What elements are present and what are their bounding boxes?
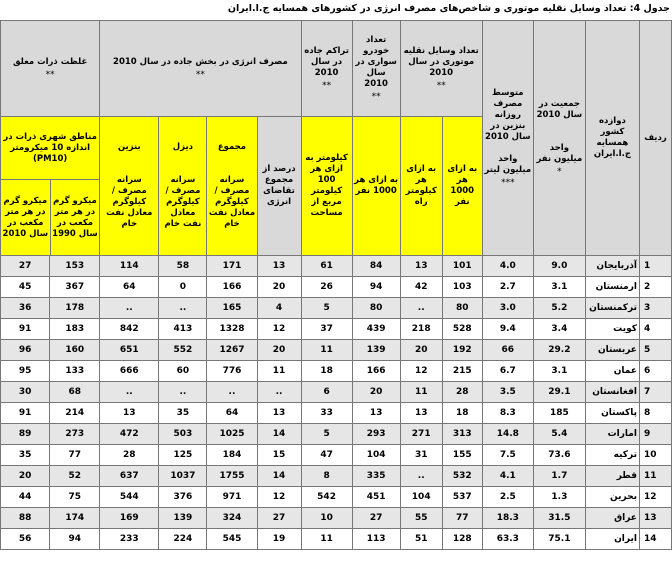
population-value: 75.1 (533, 529, 585, 550)
pm-1990-value: 68 (50, 382, 100, 403)
veh-per-km-value: .. (400, 466, 442, 487)
veh-per-1000-value: 537 (442, 487, 482, 508)
fuel-unit: واحد میلیون لیتر (484, 153, 532, 175)
header-pm-1990: میکرو گرم در هر متر مکعب در سال 1990 (50, 180, 100, 255)
veh-per-km-value: 218 (400, 319, 442, 340)
header-energy-petrol (100, 117, 159, 256)
energy-petrol-value: 169 (100, 508, 159, 529)
energy-diesel-value: 503 (159, 424, 207, 445)
population-note: * (557, 166, 562, 177)
population-value: 73.6 (533, 445, 585, 466)
country-name: عربستان (585, 340, 639, 361)
fuel-value: 9.4 (482, 319, 533, 340)
data-table (0, 20, 672, 550)
road-density-value: 61 (301, 256, 352, 277)
pm-2010-value: 91 (1, 403, 50, 424)
header-country: دوازده کشور همسایه ج.ا.ایران (585, 21, 639, 256)
road-note: ** (322, 80, 332, 91)
country-name: قطر (585, 466, 639, 487)
country-name: ترکمنستان (585, 298, 639, 319)
row-number: 3 (639, 298, 671, 319)
energy-total-value: 1755 (207, 466, 257, 487)
row-number: 14 (639, 529, 671, 550)
energy-petrol-label: بنزین (117, 142, 141, 152)
row-number: 13 (639, 508, 671, 529)
energy-diesel-value: .. (159, 298, 207, 319)
cars-per-1000-value: 113 (352, 529, 400, 550)
pm-2010-value: 89 (1, 424, 50, 445)
energy-total-value: 171 (207, 256, 257, 277)
population-value: 31.5 (533, 508, 585, 529)
veh-per-km-value: 42 (400, 277, 442, 298)
veh-per-km-value: 20 (400, 340, 442, 361)
energy-petrol-value: 666 (100, 361, 159, 382)
table-row (1, 277, 672, 298)
energy-diesel-value: 60 (159, 361, 207, 382)
energy-total-value: 166 (207, 277, 257, 298)
energy-petrol-value: 651 (100, 340, 159, 361)
header-pm-sub (1, 117, 100, 256)
fuel-note: *** (501, 177, 515, 188)
pm-2010-value: 35 (1, 445, 50, 466)
pm-1990-value: 273 (50, 424, 100, 445)
row-number: 7 (639, 382, 671, 403)
energy-diesel-value: 224 (159, 529, 207, 550)
header-veh-per-km: به ازای هر کیلومتر راه (400, 117, 442, 256)
row-number: 9 (639, 424, 671, 445)
fuel-value: 7.5 (482, 445, 533, 466)
population-label: جمعیت در سال 2010 (536, 98, 583, 120)
country-name: عمان (585, 361, 639, 382)
energy-petrol-value: 28 (100, 445, 159, 466)
table-caption: جدول 4: تعداد وسایل نقلیه موتوری و شاخص‌های مصرف انرژی در کشورهای همسایه ج.ا.ایران (227, 3, 670, 14)
table-row (1, 424, 672, 445)
pm-2010-value: 36 (1, 298, 50, 319)
population-value: 3.4 (533, 319, 585, 340)
population-value: 185 (533, 403, 585, 424)
header-vehicles (400, 21, 482, 117)
veh-per-1000-value: 528 (442, 319, 482, 340)
energy-petrol-unit: سرانه مصرف / کیلوگرم معادل نفت خام (106, 175, 153, 229)
pm-2010-value: 27 (1, 256, 50, 277)
pm-1990-value: 133 (50, 361, 100, 382)
energy-diesel-value: 125 (159, 445, 207, 466)
road-density-value: 18 (301, 361, 352, 382)
cars-per-1000-value: 84 (352, 256, 400, 277)
country-name: آذربایجان (585, 256, 639, 277)
energy-pct-value: .. (257, 382, 301, 403)
cars-per-1000-value: 13 (352, 403, 400, 424)
population-unit: واحد میلیون نفر (536, 142, 583, 164)
pm-1990-value: 174 (50, 508, 100, 529)
table-row (1, 340, 672, 361)
fuel-value: 3.5 (482, 382, 533, 403)
energy-petrol-value: .. (100, 382, 159, 403)
pm-2010-value: 96 (1, 340, 50, 361)
cars-per-1000-value: 139 (352, 340, 400, 361)
fuel-value: 8.3 (482, 403, 533, 424)
road-density-value: 10 (301, 508, 352, 529)
population-value: 3.1 (533, 277, 585, 298)
row-number: 4 (639, 319, 671, 340)
road-density-value: 8 (301, 466, 352, 487)
energy-diesel-value: 0 (159, 277, 207, 298)
energy-pct-value: 11 (257, 361, 301, 382)
energy-petrol-value: 64 (100, 277, 159, 298)
table-row (1, 529, 672, 550)
energy-diesel-value: 35 (159, 403, 207, 424)
veh-per-km-value: .. (400, 298, 442, 319)
energy-petrol-value: 114 (100, 256, 159, 277)
cars-per-1000-value: 166 (352, 361, 400, 382)
cars-note: ** (371, 91, 381, 102)
pm-note: ** (45, 69, 55, 80)
energy-total-value: 545 (207, 529, 257, 550)
pm-2010-value: 44 (1, 487, 50, 508)
veh-per-km-value: 31 (400, 445, 442, 466)
veh-per-km-value: 51 (400, 529, 442, 550)
veh-per-km-value: 13 (400, 256, 442, 277)
energy-pct-value: 15 (257, 445, 301, 466)
header-pm-2010: میکرو گرم در هر متر مکعب در سال 2010 (1, 180, 50, 255)
cars-per-1000-value: 27 (352, 508, 400, 529)
row-number: 11 (639, 466, 671, 487)
energy-diesel-value: 552 (159, 340, 207, 361)
veh-per-1000-value: 215 (442, 361, 482, 382)
country-name: بحرین (585, 487, 639, 508)
table-row (1, 298, 672, 319)
country-name: پاکستان (585, 403, 639, 424)
energy-total-label: مجموع (217, 142, 247, 152)
pm-1990-value: 153 (50, 256, 100, 277)
country-name: امارات (585, 424, 639, 445)
pm-2010-value: 91 (1, 319, 50, 340)
energy-petrol-value: 233 (100, 529, 159, 550)
pm-1990-value: 77 (50, 445, 100, 466)
road-density-value: 5 (301, 424, 352, 445)
population-value: 3.1 (533, 361, 585, 382)
energy-pct-value: 14 (257, 424, 301, 445)
table-row (1, 487, 672, 508)
row-number: 6 (639, 361, 671, 382)
veh-per-1000-value: 128 (442, 529, 482, 550)
energy-total-value: 165 (207, 298, 257, 319)
veh-per-1000-value: 77 (442, 508, 482, 529)
energy-pct-value: 20 (257, 277, 301, 298)
pm-sub-label: مناطق شهری ذرات در اندازه 10 میکرومتر (PM10) (1, 117, 99, 180)
population-value: 5.2 (533, 298, 585, 319)
fuel-value: 2.7 (482, 277, 533, 298)
energy-pct-value: 4 (257, 298, 301, 319)
energy-pct-value: 12 (257, 319, 301, 340)
table-row (1, 445, 672, 466)
veh-per-1000-value: 155 (442, 445, 482, 466)
population-value: 1.3 (533, 487, 585, 508)
pm-1990-value: 178 (50, 298, 100, 319)
energy-pct-value: 14 (257, 466, 301, 487)
energy-note: ** (195, 69, 205, 80)
pm-1990-value: 160 (50, 340, 100, 361)
energy-diesel-value: 413 (159, 319, 207, 340)
header-road-sub: کیلومتر به ازای هر 100 کیلومتر مربع از مساحت (301, 117, 352, 256)
road-density-value: 26 (301, 277, 352, 298)
country-name: افغانستان (585, 382, 639, 403)
table-row (1, 361, 672, 382)
energy-total-value: 324 (207, 508, 257, 529)
table-row (1, 508, 672, 529)
row-number: 5 (639, 340, 671, 361)
fuel-value: 14.8 (482, 424, 533, 445)
population-value: 1.7 (533, 466, 585, 487)
veh-per-km-value: 12 (400, 361, 442, 382)
header-fuel (482, 21, 533, 256)
cars-per-1000-value: 80 (352, 298, 400, 319)
energy-total-value: 64 (207, 403, 257, 424)
energy-petrol-value: 13 (100, 403, 159, 424)
population-value: 5.4 (533, 424, 585, 445)
pm-1990-value: 52 (50, 466, 100, 487)
road-density-value: 33 (301, 403, 352, 424)
fuel-value: 18.3 (482, 508, 533, 529)
energy-diesel-label: دیزل (172, 142, 194, 152)
row-number: 2 (639, 277, 671, 298)
veh-per-1000-value: 80 (442, 298, 482, 319)
fuel-value: 3.0 (482, 298, 533, 319)
energy-diesel-value: .. (159, 382, 207, 403)
cars-per-1000-value: 335 (352, 466, 400, 487)
road-density-value: 11 (301, 340, 352, 361)
veh-per-1000-value: 532 (442, 466, 482, 487)
energy-label: مصرف انرژی در بخش جاده در سال 2010 (113, 56, 288, 67)
vehicles-label: تعداد وسایل نقلیه موتوری در سال 2010 (403, 45, 479, 78)
cars-per-1000-value: 451 (352, 487, 400, 508)
pm-2010-value: 30 (1, 382, 50, 403)
road-density-value: 37 (301, 319, 352, 340)
energy-petrol-value: .. (100, 298, 159, 319)
header-veh-per-1000: به ازای هر 1000 نفر (442, 117, 482, 256)
header-pm (1, 21, 100, 117)
energy-petrol-value: 637 (100, 466, 159, 487)
road-density-value: 5 (301, 298, 352, 319)
cars-per-1000-value: 439 (352, 319, 400, 340)
pm-label: غلظت ذرات معلق (12, 56, 88, 67)
energy-diesel-value: 58 (159, 256, 207, 277)
veh-per-1000-value: 18 (442, 403, 482, 424)
header-energy-diesel (159, 117, 207, 256)
population-value: 29.1 (533, 382, 585, 403)
energy-petrol-value: 842 (100, 319, 159, 340)
fuel-value: 66 (482, 340, 533, 361)
country-name: ترکیه (585, 445, 639, 466)
pm-2010-value: 88 (1, 508, 50, 529)
pm-2010-value: 56 (1, 529, 50, 550)
population-value: 9.0 (533, 256, 585, 277)
header-road (301, 21, 352, 117)
veh-per-1000-value: 192 (442, 340, 482, 361)
header-energy-pct: درصد از مجموع تقاضای انرژی (257, 117, 301, 256)
pm-2010-value: 20 (1, 466, 50, 487)
cars-label: تعداد خودرو سواری در سال 2010 (355, 34, 397, 89)
energy-total-unit: سرانه مصرف / کیلوگرم معادل نفت خام (208, 175, 256, 229)
pm-1990-value: 214 (50, 403, 100, 424)
pm-2010-value: 45 (1, 277, 50, 298)
cars-per-1000-value: 104 (352, 445, 400, 466)
cars-per-1000-value: 20 (352, 382, 400, 403)
road-density-value: 47 (301, 445, 352, 466)
energy-total-value: 1267 (207, 340, 257, 361)
header-cars (352, 21, 400, 117)
pm-2010-value: 95 (1, 361, 50, 382)
energy-total-value: 1328 (207, 319, 257, 340)
country-name: عراق (585, 508, 639, 529)
table-row (1, 319, 672, 340)
energy-pct-value: 12 (257, 487, 301, 508)
energy-diesel-value: 139 (159, 508, 207, 529)
energy-total-value: 184 (207, 445, 257, 466)
row-number: 12 (639, 487, 671, 508)
country-name: ایران (585, 529, 639, 550)
energy-pct-value: 13 (257, 256, 301, 277)
veh-per-km-value: 271 (400, 424, 442, 445)
veh-per-km-value: 55 (400, 508, 442, 529)
header-population (533, 21, 585, 256)
road-density-value: 542 (301, 487, 352, 508)
energy-pct-value: 19 (257, 529, 301, 550)
energy-petrol-value: 472 (100, 424, 159, 445)
header-row-number: ردیف (639, 21, 671, 256)
veh-per-km-value: 11 (400, 382, 442, 403)
header-cars-per-1000: به ازای هر 1000 نفر (352, 117, 400, 256)
population-value: 29.2 (533, 340, 585, 361)
fuel-value: 63.3 (482, 529, 533, 550)
table-row (1, 466, 672, 487)
fuel-value: 4.0 (482, 256, 533, 277)
row-number: 10 (639, 445, 671, 466)
fuel-label: متوسط مصرف روزانه بنزین در سال 2010 (485, 87, 531, 142)
road-density-value: 6 (301, 382, 352, 403)
energy-pct-value: 27 (257, 508, 301, 529)
cars-per-1000-value: 293 (352, 424, 400, 445)
veh-per-1000-value: 103 (442, 277, 482, 298)
country-name: کویت (585, 319, 639, 340)
vehicles-note: ** (436, 80, 446, 91)
veh-per-km-value: 13 (400, 403, 442, 424)
row-number: 8 (639, 403, 671, 424)
pm-1990-value: 75 (50, 487, 100, 508)
energy-total-value: .. (207, 382, 257, 403)
veh-per-1000-value: 28 (442, 382, 482, 403)
energy-pct-value: 20 (257, 340, 301, 361)
header-energy-total (207, 117, 257, 256)
fuel-value: 2.5 (482, 487, 533, 508)
energy-petrol-value: 544 (100, 487, 159, 508)
cars-per-1000-value: 94 (352, 277, 400, 298)
road-density-value: 11 (301, 529, 352, 550)
energy-total-value: 776 (207, 361, 257, 382)
pm-year-group (1, 180, 99, 255)
table-row (1, 403, 672, 424)
pm-1990-value: 183 (50, 319, 100, 340)
energy-diesel-value: 1037 (159, 466, 207, 487)
veh-per-1000-value: 101 (442, 256, 482, 277)
road-label: تراکم جاده در سال 2010 (304, 45, 349, 78)
veh-per-km-value: 104 (400, 487, 442, 508)
table-body (1, 256, 672, 550)
table-row (1, 256, 672, 277)
header-energy (100, 21, 301, 117)
energy-diesel-unit: سرانه مصرف / کیلوگرم معادل نفت خام (164, 175, 202, 229)
pm-1990-value: 367 (50, 277, 100, 298)
pm-1990-value: 94 (50, 529, 100, 550)
energy-total-value: 971 (207, 487, 257, 508)
energy-pct-value: 13 (257, 403, 301, 424)
country-name: ارمنستان (585, 277, 639, 298)
fuel-value: 4.1 (482, 466, 533, 487)
fuel-value: 6.7 (482, 361, 533, 382)
table-row (1, 382, 672, 403)
energy-total-value: 1025 (207, 424, 257, 445)
veh-per-1000-value: 313 (442, 424, 482, 445)
row-number: 1 (639, 256, 671, 277)
energy-diesel-value: 376 (159, 487, 207, 508)
